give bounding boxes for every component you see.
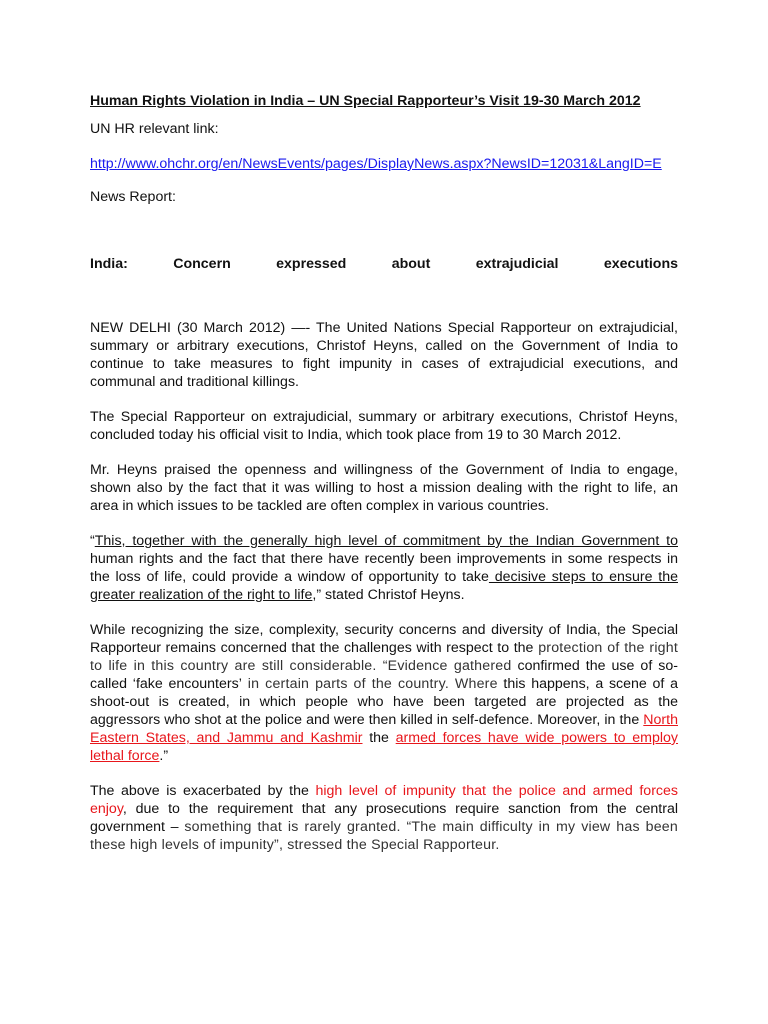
- quote-text: human rights and the fact that there have recently been improvements in some respects in the loss of life, could provide a window of opportunity to take: [90, 551, 678, 585]
- highlight-regions: North Eastern States, and Jammu and Kashmir: [90, 712, 678, 746]
- paragraph-5: [90, 621, 678, 765]
- p6-text-2: , due to the requirement that any prosecutions require sanction from the central government –: [90, 801, 678, 835]
- paragraph-6: [90, 782, 678, 854]
- news-headline: India: Concern expressed about extrajudicial executions: [90, 256, 678, 272]
- paragraph-4-quote: [90, 532, 678, 604]
- paragraph-1: NEW DELHI (30 March 2012) —- The United Nations Special Rapporteur on extrajudicial, summary or arbitrary executions, Christof Heyns, called on the Government of India to continue to take measures to fight impunity in cases of extrajudicial executions, and communal and traditional killings.: [90, 320, 678, 390]
- ohchr-link[interactable]: http://www.ohchr.org/en/NewsEvents/pages/DisplayNews.aspx?NewsID=12031&LangID=E: [90, 156, 662, 172]
- underlined-quote-part-1: This, together with the generally high level of commitment by the Indian Government to: [94, 533, 678, 549]
- p5-text-4: in certain parts of the country. Where: [241, 676, 498, 692]
- document-title: Human Rights Violation in India – UN Special Rapporteur’s Visit 19-30 March 2012: [90, 93, 641, 109]
- p5-text-7: .”: [159, 748, 169, 764]
- p6-text-1: The above is exacerbated by the: [90, 783, 316, 799]
- highlight-impunity: high level of impunity that the police and armed forces enjoy: [90, 783, 678, 817]
- p5-text-6: the: [362, 730, 396, 746]
- open-quote: “: [90, 533, 95, 549]
- p5-text-5: this happens, a scene of a shoot-out is created, in which people who have been targeted are projected as the aggressors who shot at the police and were then killed in self-defence. Moreover, in the: [90, 676, 678, 728]
- document-page: [90, 92, 678, 871]
- p5-text-2: protection of the right to life in this country are still considerable. “Evidence gathered: [90, 640, 678, 674]
- p5-text-1: While recognizing the size, complexity, security concerns and diversity of India, the Special Rapporteur remains concerned that the challenges with respect to the: [90, 622, 678, 656]
- highlight-armed-forces: armed forces have wide powers to employ lethal force: [90, 730, 679, 764]
- p5-text-3: confirmed the use of so-called ‘fake encounters’: [90, 658, 678, 692]
- p6-text-3: something that is rarely granted. “The main difficulty in my view has been these high levels of impunity”, stressed the Special Rapporteur.: [90, 819, 678, 853]
- news-report-label: News Report:: [90, 189, 176, 205]
- paragraph-2: The Special Rapporteur on extrajudicial, summary or arbitrary executions, Christof Heyns, concluded today his official visit to India, which took place from 19 to 30 March 2012.: [90, 409, 678, 443]
- paragraph-3: Mr. Heyns praised the openness and willingness of the Government of India to engage, shown also by the fact that it was willing to host a mission dealing with the right to life, an area in which issues to be tackled are often complex in various countries.: [90, 462, 678, 514]
- quote-attribution: ,” stated Christof Heyns.: [312, 587, 465, 603]
- underlined-quote-part-2: decisive steps to ensure the greater realization of the right to life: [90, 569, 678, 603]
- link-label: UN HR relevant link:: [90, 121, 219, 137]
